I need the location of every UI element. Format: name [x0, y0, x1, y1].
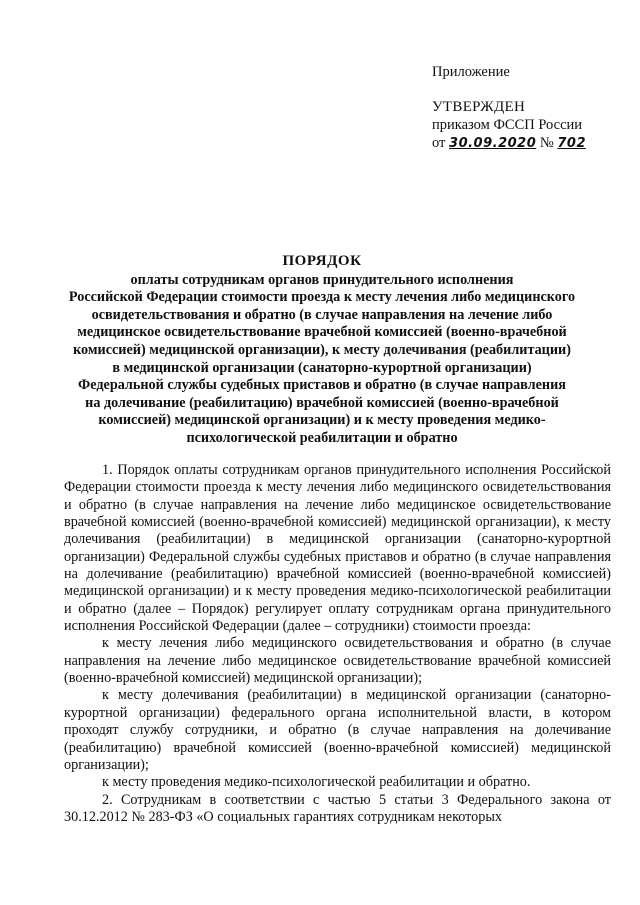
order-authority: приказом ФССП России [432, 117, 583, 133]
title-line: комиссией) медицинской организации), к месту долечивания (реабилитации) [73, 341, 571, 358]
order-date-line [432, 134, 586, 153]
document-body [64, 462, 611, 826]
document-title [60, 253, 584, 448]
title-line: медицинское освидетельствование врачебной комиссией (военно-врачебной [77, 324, 567, 341]
title-line: освидетельствования и обратно (в случае направления на лечение либо [91, 306, 553, 323]
title-line: в медицинской организации (санаторно-курортной организации) [112, 359, 532, 376]
number-sign: № [539, 135, 554, 151]
title-line: комиссией) медицинской организации) и к месту проведения медико- [98, 412, 546, 429]
body-paragraph: 2. Сотрудникам в соответствии с частью 5 статьи 3 Федерального закона от 30.12.2012 № 283-ФЗ «О социальных гарантиях сотрудникам некоторых [64, 791, 611, 825]
title-main: ПОРЯДОК [282, 253, 362, 269]
approval-stamp [432, 63, 586, 153]
body-paragraph: к месту долечивания (реабилитации) в медицинской организации (санаторно-курортной организации) федерального органа исполнительной власти, в котором проходят службу сотрудники, и обратно (в случае направления на долечивание (реабилитацию) врачебной комиссией (военно-врачебной комиссией) медицинской организации); [64, 687, 611, 773]
handwritten-date: 30.09.2020 [449, 136, 537, 151]
body-paragraph: 1. Порядок оплаты сотрудникам органов принудительного исполнения Российской Федерации стоимости проезда к месту лечения либо медицинского освидетельствования и обратно (в случае направления на лечение либо медицинское освидетельствование врачебной комиссией (военно-врачебной комиссией) медицинской организации), к месту долечивания (реабилитации) в медицинской организации (санаторно-курортной организации) Федеральной службы судебных приставов и обратно (в случае направления на долечивание (реабилитацию) врачебной комиссией (военно-врачебной комиссией) медицинской организации) и к месту проведения медико-психологической реабилитации и обратно (далее – Порядок) регулирует оплату сотрудникам органа принудительного исполнения Российской Федерации (далее – сотрудники) стоимости проезда: [64, 462, 611, 635]
title-line: психологической реабилитации и обратно [186, 429, 458, 446]
date-prefix: от [432, 135, 446, 151]
body-paragraph: к месту лечения либо медицинского освидетельствования и обратно (в случае направления на лечение либо медицинское освидетельствование врачебной комиссией (военно-врачебной комиссией) медицинской организации); [64, 635, 611, 687]
body-paragraph: к месту проведения медико-психологической реабилитации и обратно. [102, 774, 531, 791]
approved-label: УТВЕРЖДЕН [432, 99, 526, 115]
title-line: Российской Федерации стоимости проезда к месту лечения либо медицинского [68, 289, 576, 306]
title-line: на долечивание (реабилитацию) врачебной комиссией (военно-врачебной [85, 394, 559, 411]
title-line: оплаты сотрудникам органов принудительного исполнения [130, 271, 514, 288]
handwritten-number: 702 [557, 136, 587, 151]
appendix-label: Приложение [432, 64, 510, 80]
title-line: Федеральной службы судебных приставов и обратно (в случае направления [78, 377, 566, 394]
